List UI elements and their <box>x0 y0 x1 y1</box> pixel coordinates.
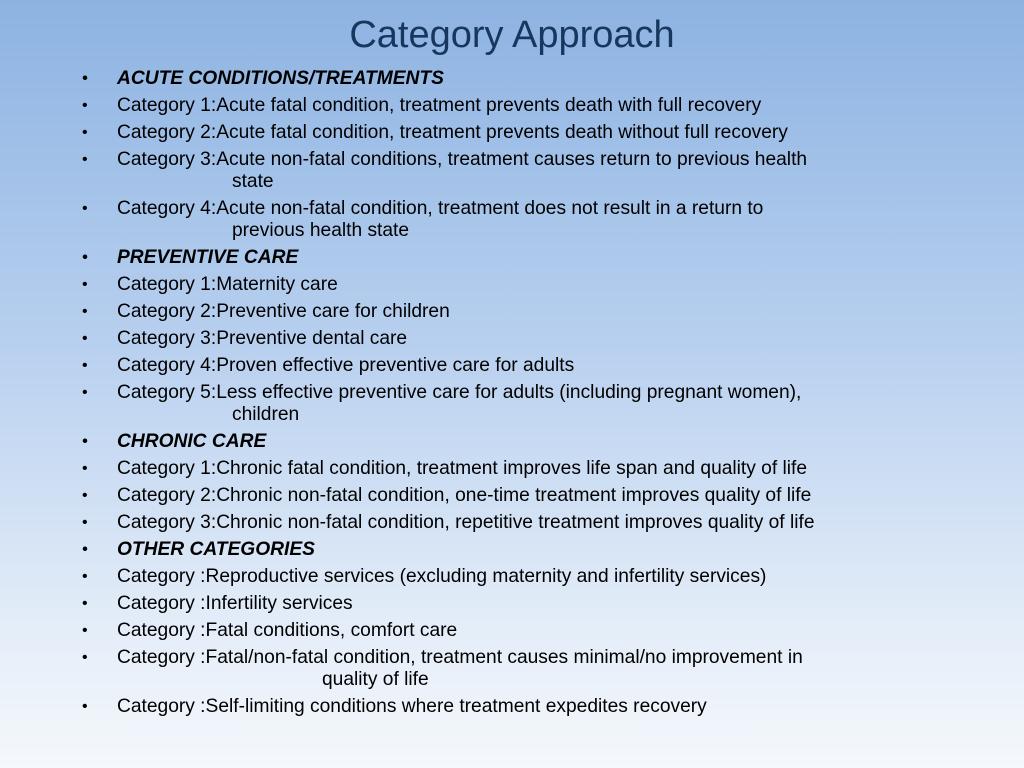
list-item <box>82 512 982 534</box>
slide-title: Category Approach <box>349 14 675 56</box>
bullet-continuation: children <box>232 404 300 425</box>
bullet-text: PREVENTIVE CARE <box>117 247 299 268</box>
list-item <box>82 620 982 642</box>
bullet-text: Category 2:Acute fatal condition, treatment prevents death without full recovery <box>117 122 788 143</box>
bullet-text: Category 1:Chronic fatal condition, treatment improves life span and quality of life <box>117 458 808 479</box>
list-item <box>82 458 982 480</box>
bullet-text: Category 5:Less effective preventive care for adults (including pregnant women), <box>117 382 802 403</box>
bullet-text: Category 4:Acute non-fatal condition, treatment does not result in a return to <box>117 198 764 219</box>
section-heading-chronic <box>82 431 982 453</box>
list-item <box>82 328 982 350</box>
bullet-text: Category 3:Preventive dental care <box>117 328 408 349</box>
list-item <box>82 274 982 296</box>
bullet-text: Category 3:Chronic non-fatal condition, repetitive treatment improves quality of life <box>117 512 815 533</box>
list-item <box>82 198 982 242</box>
bullet-continuation: previous health state <box>232 220 410 241</box>
bullet-text: Category :Self-limiting conditions where treatment expedites recovery <box>117 696 707 717</box>
list-item <box>82 355 982 377</box>
list-item <box>82 301 982 323</box>
list-item <box>82 593 982 615</box>
bullet-text: OTHER CATEGORIES <box>117 539 315 560</box>
bullet-text: Category :Fatal/non-fatal condition, treatment causes minimal/no improvement in <box>117 647 803 668</box>
list-item <box>82 647 982 691</box>
bullet-text: Category 3:Acute non-fatal conditions, treatment causes return to previous health <box>117 149 808 170</box>
bullet-text: Category 2:Chronic non-fatal condition, one-time treatment improves quality of life <box>117 485 812 506</box>
section-heading-preventive <box>82 247 982 269</box>
bullet-continuation: state <box>232 171 274 192</box>
bullet-list <box>82 68 982 723</box>
bullet-text: Category 1:Maternity care <box>117 274 338 295</box>
list-item <box>82 566 982 588</box>
bullet-text: Category :Reproductive services (excluding maternity and infertility services) <box>117 566 767 587</box>
bullet-continuation: quality of life <box>322 669 429 690</box>
list-item <box>82 95 982 117</box>
bullet-text: Category 1:Acute fatal condition, treatment prevents death with full recovery <box>117 95 762 116</box>
bullet-text: Category :Fatal conditions, comfort care <box>117 620 458 641</box>
list-item <box>82 149 982 193</box>
bullet-text: Category :Infertility services <box>117 593 353 614</box>
section-heading-acute <box>82 68 982 90</box>
list-item <box>82 485 982 507</box>
list-item <box>82 696 982 718</box>
bullet-text: CHRONIC CARE <box>117 431 267 452</box>
bullet-text: Category 4:Proven effective preventive care for adults <box>117 355 575 376</box>
bullet-text: ACUTE CONDITIONS/TREATMENTS <box>117 68 444 89</box>
bullet-text: Category 2:Preventive care for children <box>117 301 450 322</box>
section-heading-other <box>82 539 982 561</box>
list-item <box>82 122 982 144</box>
list-item <box>82 382 982 426</box>
